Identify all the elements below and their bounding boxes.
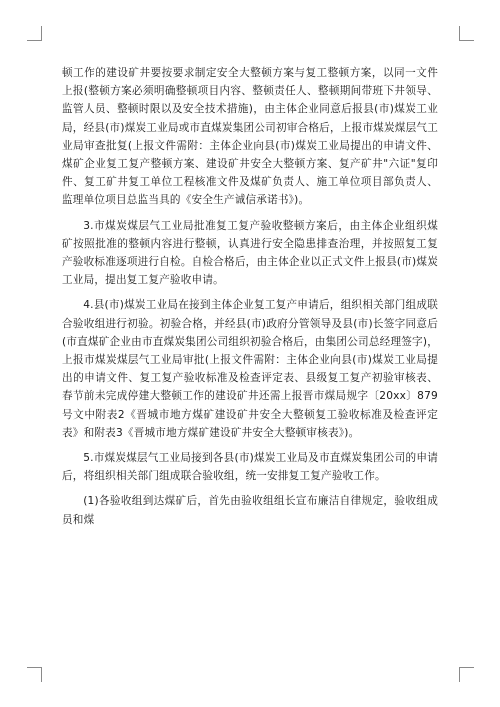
crop-mark-bottom-right (459, 667, 474, 682)
crop-mark-top-left (27, 26, 42, 41)
crop-mark-top-right (459, 26, 474, 41)
paragraph-item-5: 5.市煤炭煤层气工业局接到各县(市)煤炭工业局及市直煤炭集团公司的申请后，将组织相关部门组成联合验收组，统一安排复工复产验收工作。 (62, 452, 438, 483)
crop-mark-bottom-left (27, 667, 42, 682)
paragraph-item-4: 4.县(市)煤炭工业局在接到主体企业复工复产申请后，组织相关部门组成联合验收组进行初验。初验合格，并经县(市)政府分管领导及县(市)长签字同意后(市直煤矿企业由市直煤炭集团公司组织初验合格后，由集团公司总经理签字)，上报市煤炭煤层气工业局审批(上报文件需附：主体企业向县(市)煤炭工业局提出的申请文件、复工复产验收标准及检查评定表、县级复工复产初验审核表、春节前未完成停建大整顿工作的建设矿井还需上报晋市煤局规字〔20xx〕879号文中附表2《晋城市地方煤矿建设矿井安全大整顿复工验收标准及检查评定表》和附表3《晋城市地方煤矿建设矿井安全大整顿审核表》)。 (62, 299, 438, 439)
paragraph-continuation: 顿工作的建设矿井要按要求制定安全大整顿方案与复工整顿方案，以同一文件上报(整顿方案必须明确整顿项目内容、整顿责任人、整顿期间带班下井领导、监管人员、整顿时限以及安全技术措施)，由主体企业同意后报县(市)煤炭工业局，经县(市)煤炭工业局或市直煤炭集团公司初审合格后，上报市煤炭煤层气工业局审查批复(上报文件需附：主体企业向县(市)煤炭工业局提出的申请文件、煤矿企业复工复产整顿方案、建设矿井安全大整顿方案、复产矿井"六证"复印件、复工矿井复工单位工程核准文件及煤矿负责人、施工单位项目部负责人、监理单位项目总监当具的《安全生产诚信承诺书》)。 (62, 67, 438, 207)
paragraph-subitem-1: (1)各验收组到达煤矿后，首先由验收组组长宣布廉洁自律规定，验收组成员和煤 (62, 495, 438, 526)
document-body (62, 64, 438, 536)
paragraph-item-3: 3.市煤炭煤层气工业局批准复工复产验收整顿方案后，由主体企业组织煤矿按照批准的整顿内容进行整顿，认真进行安全隐患排查治理，并按照复工复产验收标准逐项进行自检。自检合格后，由主体企业以正式文件上报县(市)煤炭工业局，提出复工复产验收申请。 (62, 219, 438, 287)
